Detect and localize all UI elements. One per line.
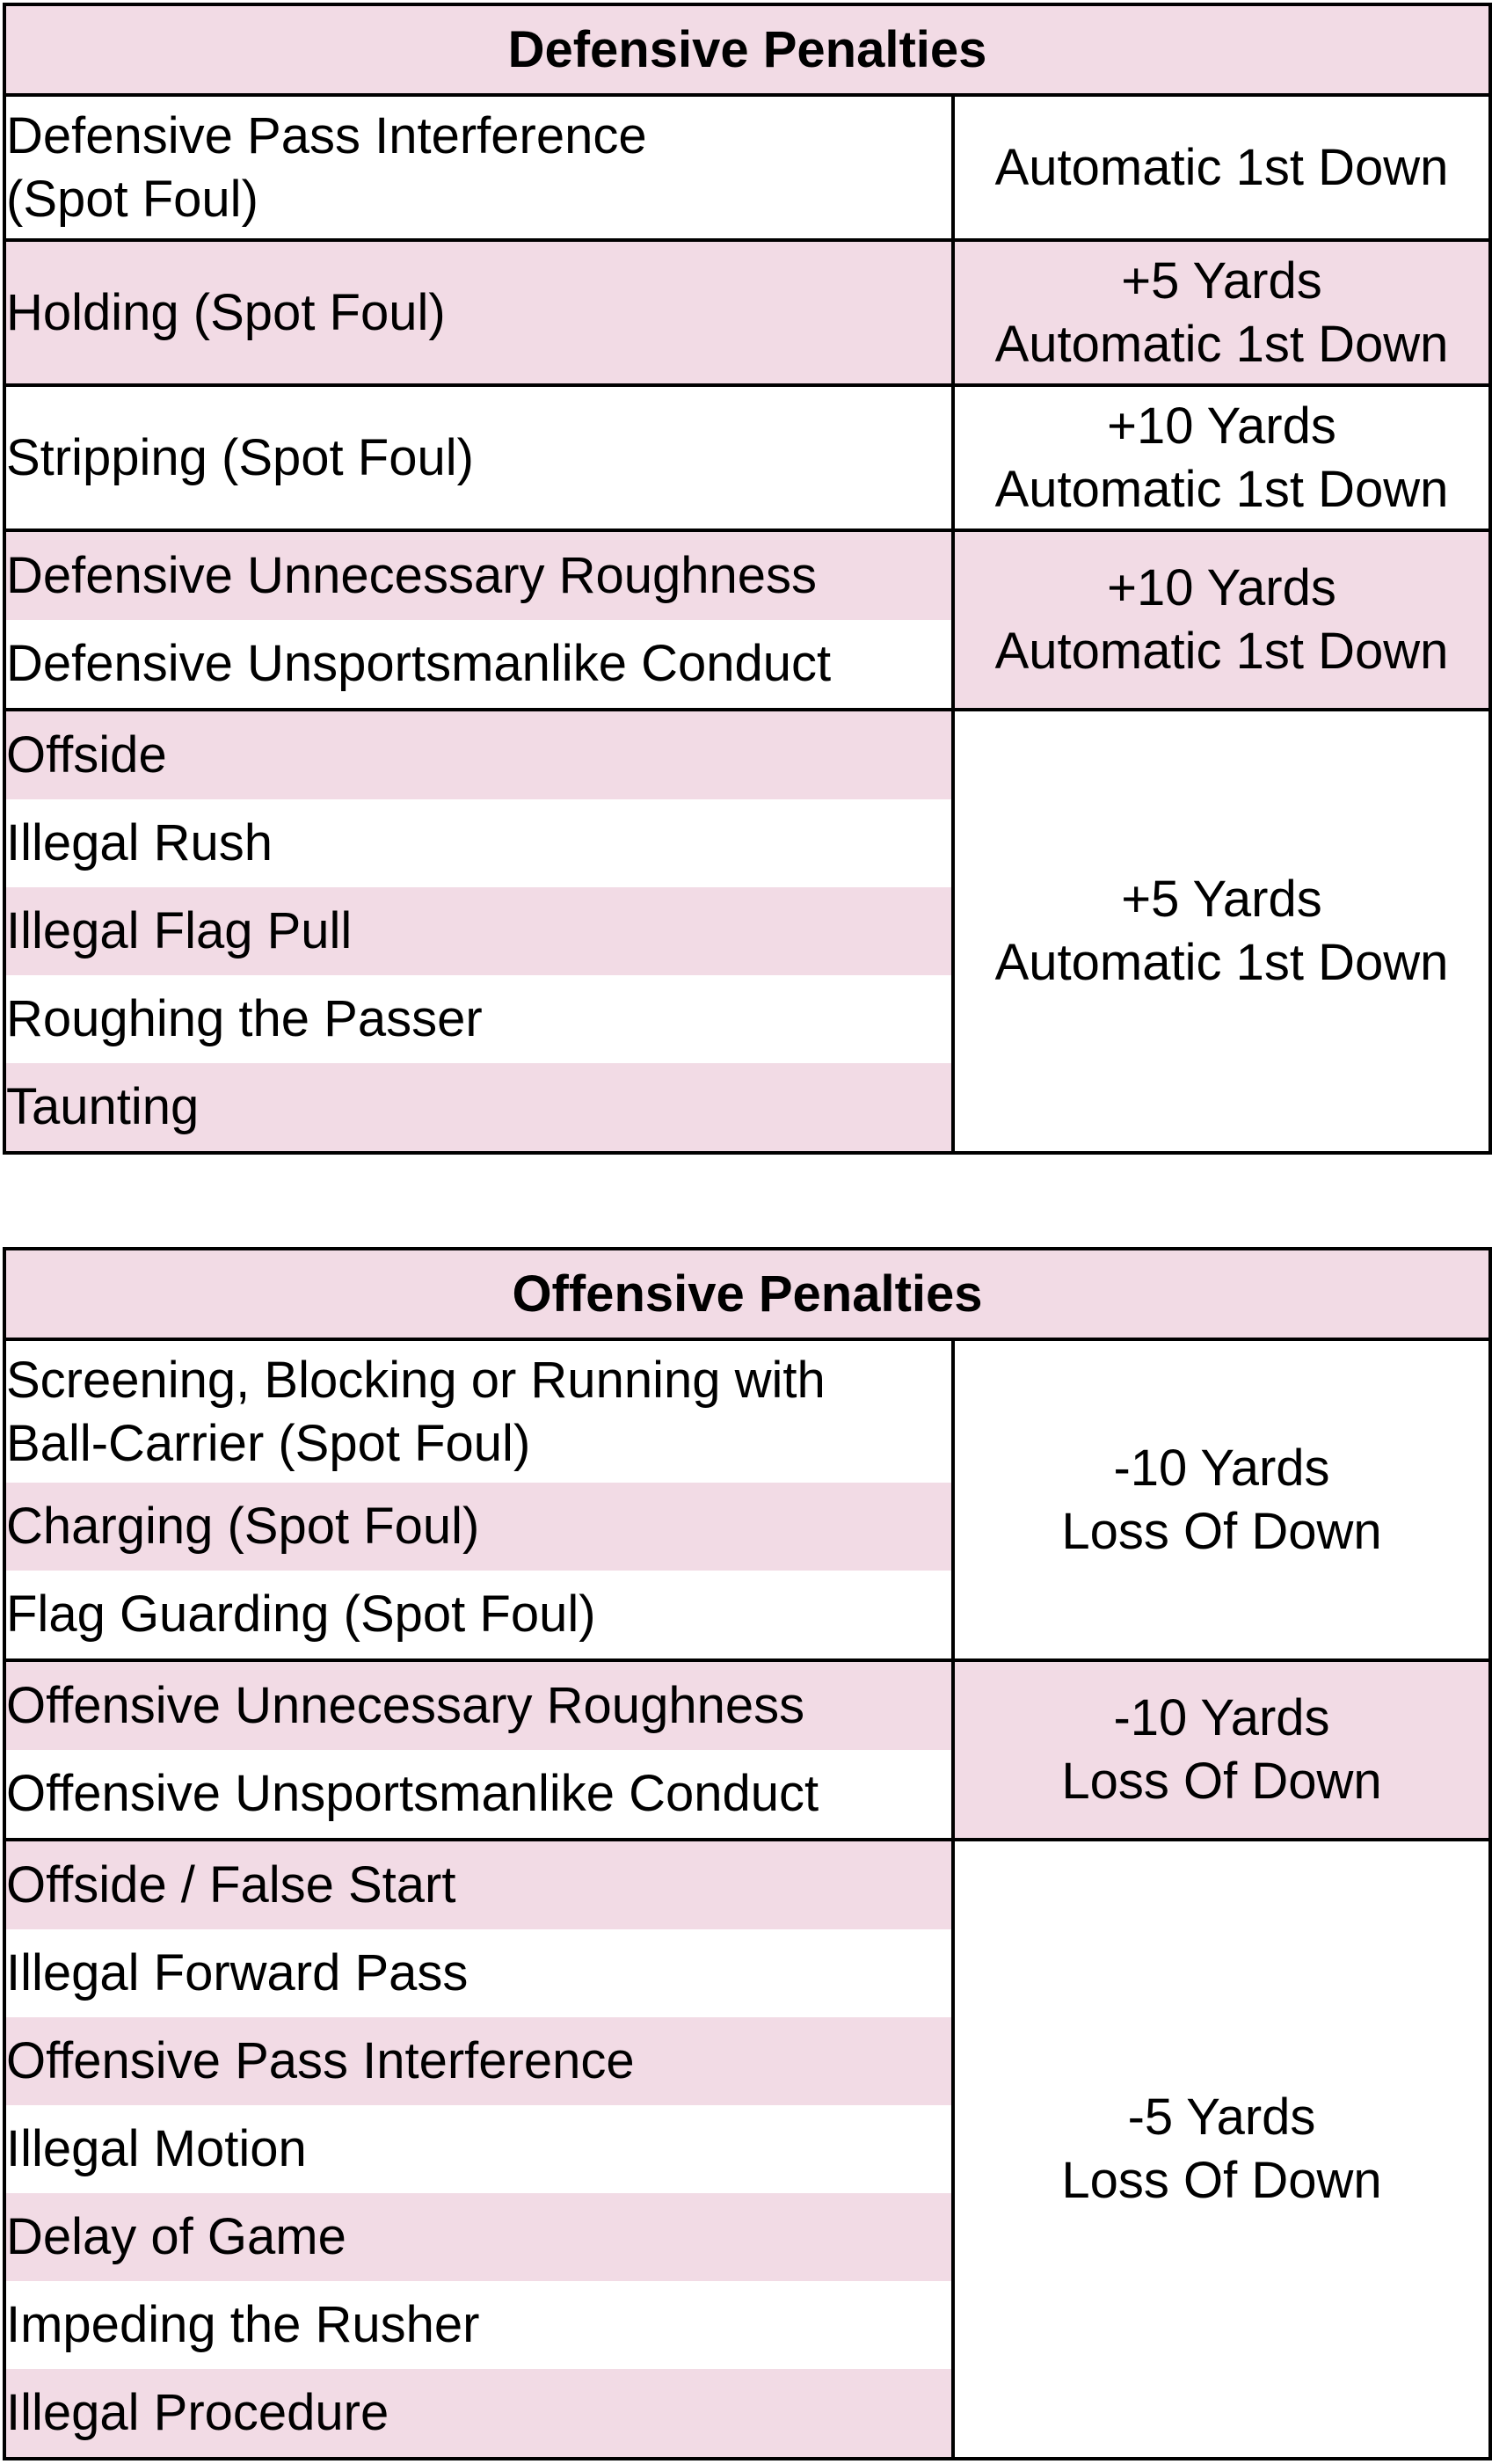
penalty-name: Offensive Unsportsmanlike Conduct — [4, 1750, 953, 1840]
penalty-name: Offensive Unnecessary Roughness — [4, 1660, 953, 1750]
table-row — [4, 530, 1490, 620]
offensive-penalties-table — [3, 1247, 1492, 2460]
table-header-row — [4, 1249, 1490, 1339]
penalty-name: Defensive Unnecessary Roughness — [4, 530, 953, 620]
penalty-result: +10 Yards Automatic 1st Down — [953, 385, 1490, 530]
penalty-name: Taunting — [4, 1063, 953, 1153]
table-row — [4, 385, 1490, 530]
penalty-name: Charging (Spot Foul) — [4, 1483, 953, 1571]
penalty-result: +10 Yards Automatic 1st Down — [953, 530, 1490, 710]
penalty-name: Flag Guarding (Spot Foul) — [4, 1571, 953, 1660]
penalty-name: Offside — [4, 710, 953, 799]
penalty-name: Illegal Motion — [4, 2105, 953, 2193]
penalty-name: Defensive Pass Interference (Spot Foul) — [4, 95, 953, 240]
penalty-name: Stripping (Spot Foul) — [4, 385, 953, 530]
penalty-name: Holding (Spot Foul) — [4, 240, 953, 385]
penalty-name: Offside / False Start — [4, 1840, 953, 1929]
penalty-result: -5 Yards Loss Of Down — [953, 1840, 1490, 2459]
table-header-row — [4, 4, 1490, 95]
table-row — [4, 1840, 1490, 1929]
table-row — [4, 1660, 1490, 1750]
defensive-penalties-title: Defensive Penalties — [4, 4, 1490, 95]
penalty-result: +5 Yards Automatic 1st Down — [953, 710, 1490, 1153]
penalty-name: Illegal Rush — [4, 799, 953, 887]
table-row — [4, 95, 1490, 240]
penalty-result: +5 Yards Automatic 1st Down — [953, 240, 1490, 385]
penalty-name: Illegal Procedure — [4, 2369, 953, 2459]
penalty-name: Roughing the Passer — [4, 975, 953, 1063]
penalty-name: Screening, Blocking or Running with Ball-Carrier (Spot Foul) — [4, 1339, 953, 1483]
table-row — [4, 240, 1490, 385]
penalty-name: Delay of Game — [4, 2193, 953, 2281]
table-row — [4, 1339, 1490, 1483]
penalty-name: Offensive Pass Interference — [4, 2017, 953, 2105]
table-row — [4, 710, 1490, 799]
penalty-name: Impeding the Rusher — [4, 2281, 953, 2369]
penalty-result: Automatic 1st Down — [953, 95, 1490, 240]
penalty-result: -10 Yards Loss Of Down — [953, 1660, 1490, 1840]
offensive-penalties-title: Offensive Penalties — [4, 1249, 1490, 1339]
penalty-name: Illegal Flag Pull — [4, 887, 953, 975]
penalty-name: Defensive Unsportsmanlike Conduct — [4, 620, 953, 710]
penalty-name: Illegal Forward Pass — [4, 1929, 953, 2017]
defensive-penalties-table — [3, 3, 1492, 1155]
penalty-result: -10 Yards Loss Of Down — [953, 1339, 1490, 1660]
